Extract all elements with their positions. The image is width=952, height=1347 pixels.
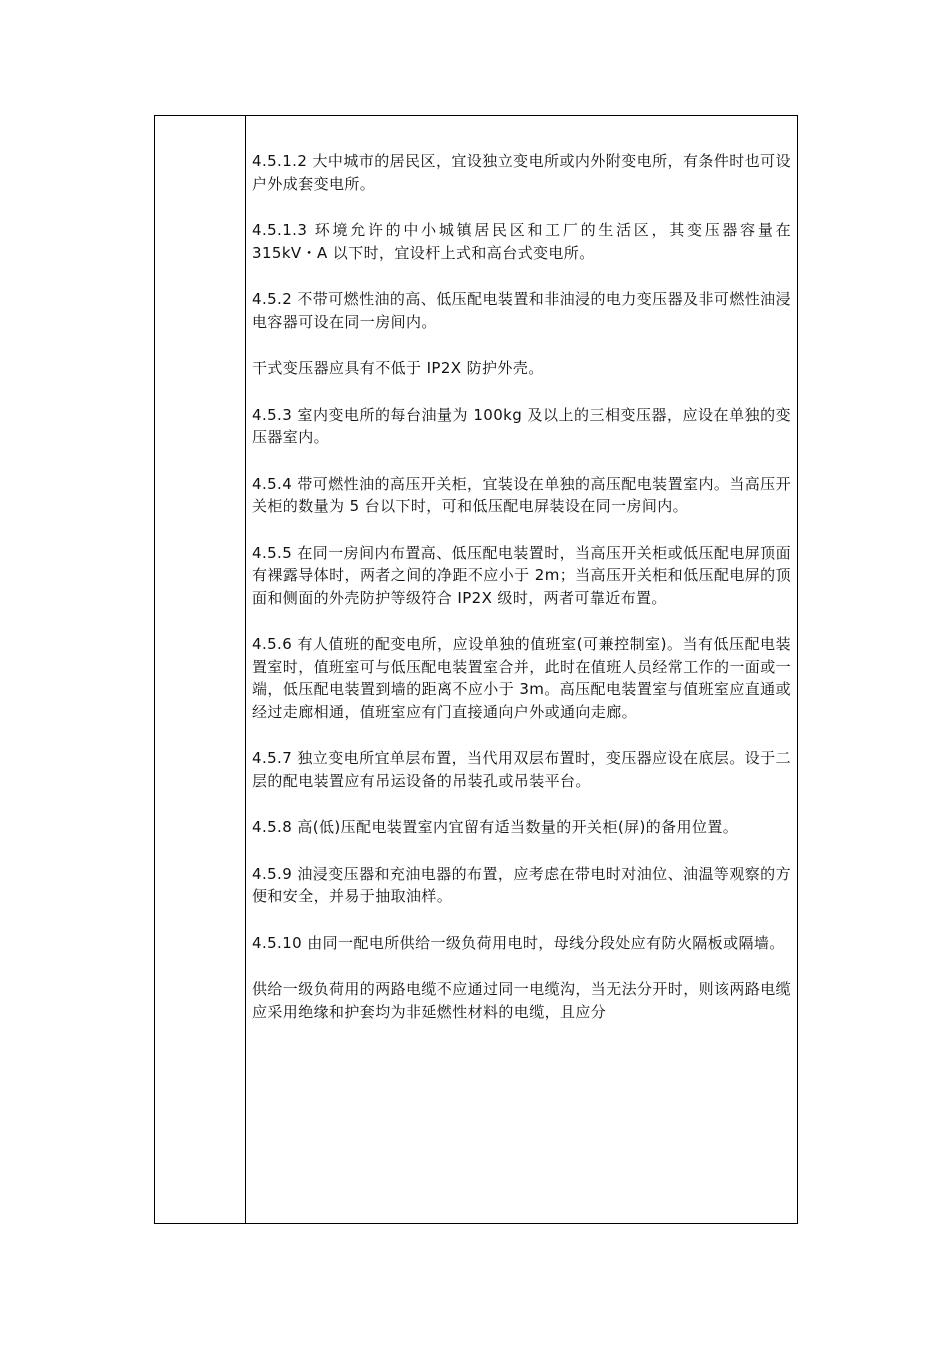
paragraph-4-5-5: 4.5.5 在同一房间内布置高、低压配电装置时，当高压开关柜或低压配电屏顶面有裸露导体时，两者之间的净距不应小于 2m；当高压开关柜和低压配电屏的顶面和侧面的外壳防护等级符合 IP2X 级时，两者可靠近布置。	[252, 543, 791, 607]
paragraph-4-5-1-2: 4.5.1.2 大中城市的居民区，宜设独立变电所或内外附变电所，有条件时也可设户外成套变电所。	[252, 152, 791, 193]
paragraph-4-5-8: 4.5.8 高(低)压配电装置室内宜留有适当数量的开关柜(屏)的备用位置。	[252, 818, 739, 836]
content-table	[154, 115, 798, 1224]
paragraph-4-5-3: 4.5.3 室内变电所的每台油量为 100kg 及以上的三相变压器，应设在单独的变压器室内。	[252, 405, 791, 446]
paragraph-4-5-10: 4.5.10 由同一配电所供给一级负荷用电时，母线分段处应有防火隔板或隔墙。	[252, 933, 785, 952]
table-left-column	[155, 116, 246, 1223]
paragraph-4-5-9: 4.5.9 油浸变压器和充油电器的布置，应考虑在带电时对油位、油温等观察的方便和安全，并易于抽取油样。	[252, 864, 791, 905]
paragraph-4-5-4: 4.5.4 带可燃性油的高压开关柜，宜装设在单独的高压配电装置室内。当高压开关柜的数量为 5 台以下时，可和低压配电屏装设在同一房间内。	[252, 474, 791, 515]
table-right-column	[246, 116, 797, 1223]
paragraph-4-5-7: 4.5.7 独立变电所宜单层布置，当代用双层布置时，变压器应设在底层。设于二层的配电装置应有吊运设备的吊装孔或吊装平台。	[252, 749, 791, 790]
paragraph-cable-routing: 供给一级负荷用的两路电缆不应通过同一电缆沟，当无法分开时，则该两路电缆应采用绝缘和护套均为非延燃性材料的电缆，且应分	[252, 980, 792, 1021]
paragraph-4-5-2: 4.5.2 不带可燃性油的高、低压配电装置和非油浸的电力变压器及非可燃性油浸电容器可设在同一房间内。	[252, 290, 791, 331]
paragraph-dry-transformer: 干式变压器应具有不低于 IP2X 防护外壳。	[252, 359, 544, 377]
paragraph-4-5-6: 4.5.6 有人值班的配变电所，应设单独的值班室(可兼控制室)。当有低压配电装置室时，值班室可与低压配电装置室合并，此时在值班人员经常工作的一面或一端，低压配电装置到墙的距离不应小于 3m。高压配电装置室与值班室应直通或经过走廊相通，值班室应有门直接通向户外或通向走廊。	[252, 635, 792, 721]
paragraph-4-5-1-3: 4.5.1.3 环境允许的中小城镇居民区和工厂的生活区，其变压器容量在 315kV・A 以下时，宜设杆上式和高台式变电所。	[252, 221, 791, 262]
